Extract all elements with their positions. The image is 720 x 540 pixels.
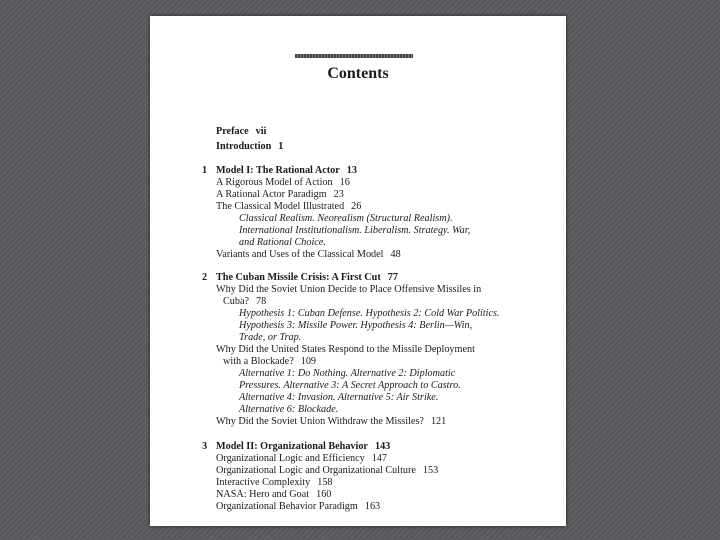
toc-subline: Pressures. Alternative 3: A Secret Approach to Castro.	[239, 380, 461, 391]
toc-line-page: 78	[256, 296, 267, 307]
toc-line-text: The Classical Model Illustrated	[216, 201, 345, 212]
toc-line-text: with a Blockade?	[223, 356, 294, 367]
toc-entry-title: Introduction	[216, 141, 272, 152]
chapter-title-text: Model II: Organizational Behavior	[216, 441, 368, 452]
toc-line: Why Did the Soviet Union Decide to Place Offensive Missiles in	[216, 284, 482, 295]
toc-line	[216, 177, 350, 189]
chapter-page: 77	[387, 272, 398, 283]
toc-line-text: Variants and Uses of the Classical Model	[216, 249, 384, 260]
toc-line-text: Cuba?	[223, 296, 250, 307]
toc-subline: Trade, or Trap.	[239, 332, 302, 343]
chapter-number: 2	[202, 272, 208, 283]
chapter-title	[216, 165, 357, 177]
toc-line-text: NASA: Hero and Goat	[216, 489, 310, 500]
toc-line-text: A Rational Actor Paradigm	[216, 189, 327, 200]
book-page	[150, 16, 566, 526]
toc-entry-title: Preface	[216, 126, 249, 137]
toc-subline: Alternative 1: Do Nothing. Alternative 2: Diplomatic	[239, 368, 456, 379]
toc-subline: Hypothesis 3: Missile Power. Hypothesis 4: Berlin—Win,	[239, 320, 473, 331]
toc-line-page: 26	[351, 201, 362, 212]
toc-preface	[216, 126, 266, 138]
chapter-number: 3	[202, 441, 208, 452]
toc-line	[216, 189, 344, 201]
toc-entry-page: 1	[278, 141, 284, 152]
toc-subline: International Institutionalism. Liberalism. Strategy. War,	[239, 225, 471, 236]
toc-introduction	[216, 141, 283, 153]
toc-subline: Classical Realism. Neorealism (Structural Realism).	[239, 213, 453, 224]
table-of-contents	[150, 16, 566, 526]
toc-line-page: 163	[364, 501, 381, 512]
toc-line	[216, 453, 387, 465]
toc-entry-page: vii	[255, 126, 267, 137]
toc-line-text: A Rigorous Model of Action	[216, 177, 333, 188]
chapter-title-text: The Cuban Missile Crisis: A First Cut	[216, 272, 381, 283]
toc-line	[216, 489, 331, 501]
toc-line-page: 16	[339, 177, 350, 188]
toc-line	[216, 249, 401, 261]
toc-line	[216, 465, 438, 477]
toc-line-page: 160	[316, 489, 332, 500]
toc-subline: Alternative 6: Blockade.	[239, 404, 339, 415]
chapter-number: 1	[202, 165, 208, 176]
chapter-title-text: Model I: The Rational Actor	[216, 165, 340, 176]
toc-subline: Alternative 4: Invasion. Alternative 5: Air Strike.	[239, 392, 439, 403]
chapter-title	[216, 272, 398, 284]
toc-line-text: Organizational Logic and Organizational Culture	[216, 465, 416, 476]
toc-subline: Hypothesis 1: Cuban Defense. Hypothesis 2: Cold War Politics.	[239, 308, 500, 319]
toc-line-text: Organizational Behavior Paradigm	[216, 501, 358, 512]
toc-line-page: 158	[317, 477, 333, 488]
toc-line-page: 147	[371, 453, 387, 464]
chapter-page: 13	[346, 165, 357, 176]
toc-line-text: Why Did the Soviet Union Withdraw the Missiles?	[216, 416, 424, 427]
toc-line-page: 153	[422, 465, 439, 476]
chapter-page: 143	[374, 441, 391, 452]
chapter-title	[216, 441, 390, 453]
toc-line	[216, 477, 333, 489]
toc-line: Why Did the United States Respond to the Missile Deployment	[216, 344, 475, 355]
toc-line-page: 48	[390, 249, 401, 260]
toc-line	[216, 501, 380, 513]
toc-line-page: 109	[300, 356, 317, 367]
toc-line	[216, 201, 361, 213]
toc-line	[223, 296, 266, 308]
toc-line-page: 121	[430, 416, 447, 427]
toc-line-text: Organizational Logic and Efficiency	[216, 453, 365, 464]
toc-line	[216, 416, 446, 428]
page-title: Contents	[327, 65, 389, 82]
toc-subline: and Rational Choice.	[239, 237, 326, 248]
toc-line-page: 23	[333, 189, 344, 200]
toc-line-text: Interactive Complexity	[216, 477, 311, 488]
toc-line	[223, 356, 316, 368]
